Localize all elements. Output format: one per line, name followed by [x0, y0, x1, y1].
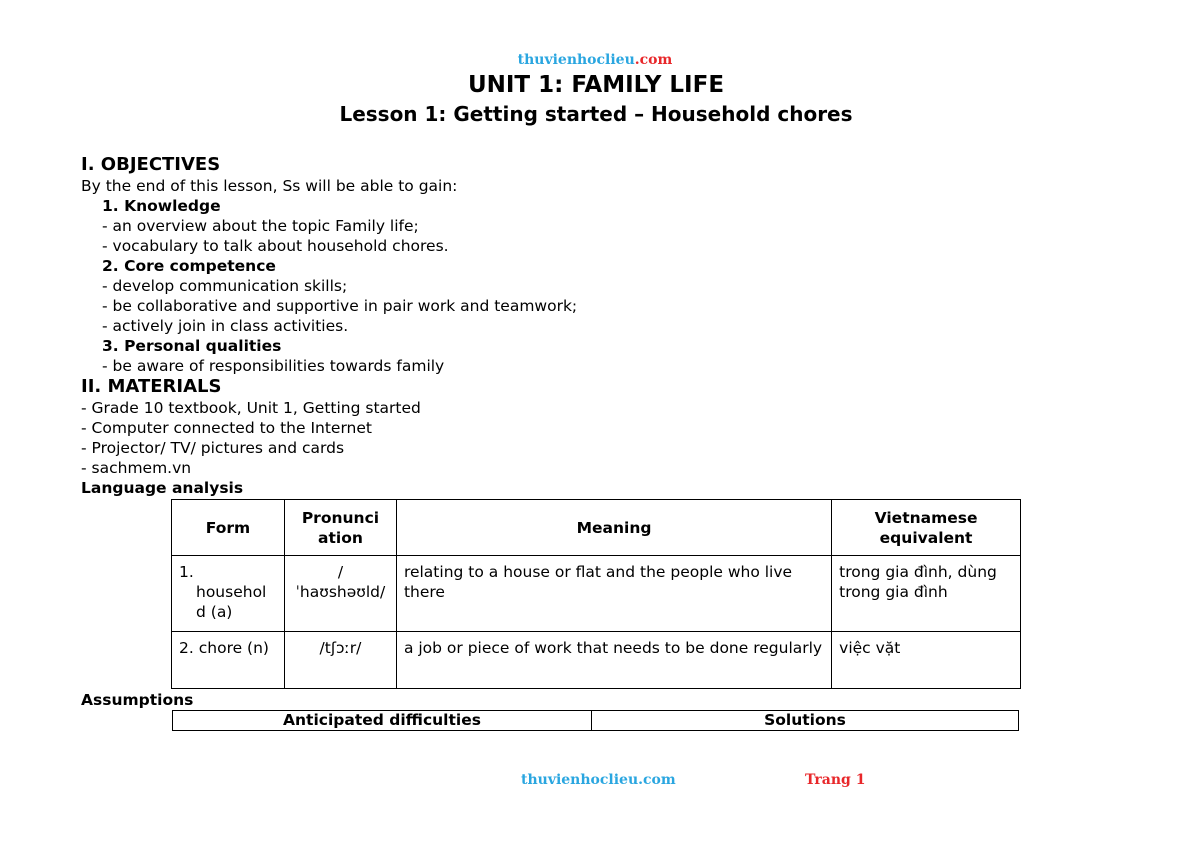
unit-title: UNIT 1: FAMILY LIFE — [467, 72, 725, 98]
column-header-solutions: Solutions — [592, 711, 1019, 731]
vietnamese-cell: việc vặt — [832, 632, 1021, 689]
lesson-subtitle: Lesson 1: Getting started – Household chores — [339, 102, 853, 126]
column-header-difficulties: Anticipated difficulties — [173, 711, 592, 731]
pronunciation-cell: /tʃɔːr/ — [284, 632, 396, 689]
table-row — [172, 632, 1021, 689]
pronunciation-cell: / ˈhaʊshəʊld/ — [284, 556, 396, 632]
footer-watermark — [521, 772, 676, 788]
column-header-vietnamese: Vietnamese equivalent — [832, 500, 1021, 556]
column-header-form: Form — [172, 500, 285, 556]
footer-site-name: thuvienhoclieu.com — [521, 772, 676, 788]
assumptions-heading: Assumptions — [81, 691, 194, 709]
item-form: chore (n) — [198, 639, 269, 657]
item-number: 2. — [179, 639, 194, 657]
header-site-domain: .com — [634, 52, 673, 68]
qualities-item: - be aware of responsibilities towards family — [102, 357, 445, 375]
item-number: 1. — [179, 563, 194, 581]
lesson-content — [81, 154, 1041, 498]
knowledge-item: - an overview about the topic Family life; — [102, 217, 419, 235]
header-watermark — [0, 52, 1190, 68]
competence-item: - be collaborative and supportive in pair work and teamwork; — [102, 297, 578, 315]
table-header-row — [173, 711, 1019, 731]
materials-item: - Projector/ TV/ pictures and cards — [81, 439, 345, 457]
assumptions-table — [172, 710, 1019, 731]
materials-item: - Computer connected to the Internet — [81, 419, 372, 437]
knowledge-item: - vocabulary to talk about household chores. — [102, 237, 449, 255]
meaning-cell: relating to a house or flat and the people who live there — [396, 556, 831, 632]
form-cell — [172, 632, 285, 689]
table-header-row — [172, 500, 1021, 556]
objectives-heading: I. OBJECTIVES — [81, 154, 221, 175]
column-header-pronunciation: Pronunci ation — [284, 500, 396, 556]
competence-item: - develop communication skills; — [102, 277, 348, 295]
competence-heading: 2. Core competence — [102, 257, 276, 275]
qualities-heading: 3. Personal qualities — [102, 337, 282, 355]
materials-item: - Grade 10 textbook, Unit 1, Getting started — [81, 399, 421, 417]
materials-heading: II. MATERIALS — [81, 376, 222, 397]
table-row — [172, 556, 1021, 632]
knowledge-heading: 1. Knowledge — [102, 197, 221, 215]
language-analysis-table — [171, 499, 1021, 689]
objectives-intro: By the end of this lesson, Ss will be able to gain: — [81, 177, 458, 195]
meaning-cell: a job or piece of work that needs to be done regularly — [396, 632, 831, 689]
competence-item: - actively join in class activities. — [102, 317, 349, 335]
vietnamese-cell: trong gia đình, dùng trong gia đình — [832, 556, 1021, 632]
page-number: Trang 1 — [805, 772, 866, 788]
item-form: househol d (a) — [196, 583, 267, 621]
header-site-name: thuvienhoclieu — [517, 52, 635, 68]
form-cell — [172, 556, 285, 632]
language-analysis-heading: Language analysis — [81, 479, 244, 497]
materials-item: - sachmem.vn — [81, 459, 192, 477]
column-header-meaning: Meaning — [396, 500, 831, 556]
